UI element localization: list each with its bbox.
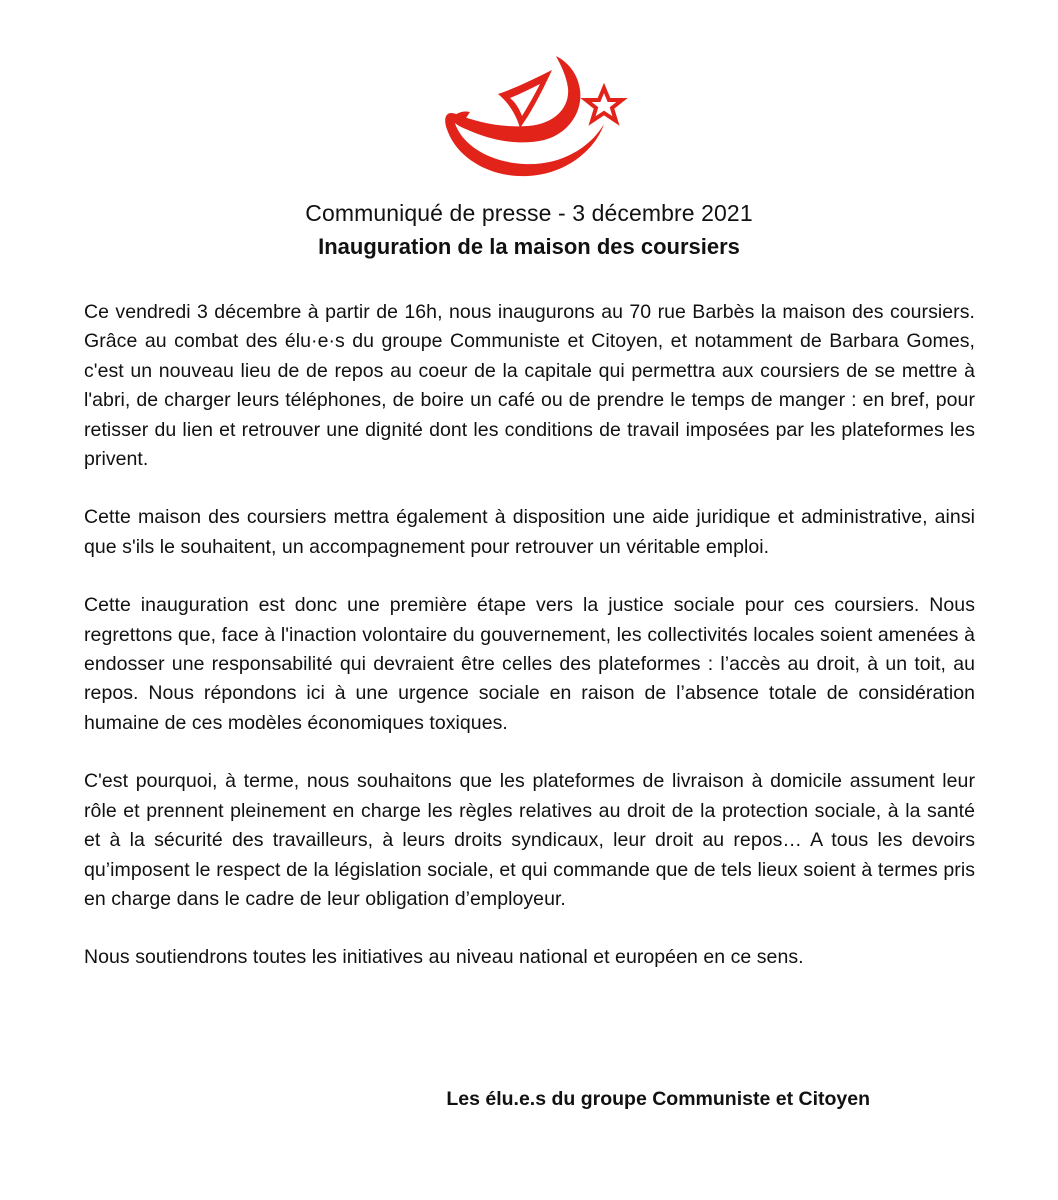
paragraph: Nous soutiendrons toutes les initiatives au niveau national et européen en ce sens. — [84, 946, 804, 969]
signature: Les élu.e.s du groupe Communiste et Citoyen — [446, 1088, 870, 1110]
paragraph: Cette inauguration est donc une première étape vers la justice sociale pour ces coursiers. Nous regrettons que, face à l'inaction volontaire du gouvernement, les collectivités locales soient amenées à endosser une responsabilité qui devraient être celles des plateformes : l’accès au droit, à un toit, au repos. Nous répondons ici à une urgence sociale en raison de l’absence totale de considération humaine de ces modèles économiques toxiques. — [84, 594, 975, 734]
paragraph: Cette maison des coursiers mettra également à disposition une aide juridique et administrative, ainsi que s'ils le souhaitent, un accompagnement pour retrouver un véritable emploi. — [84, 506, 975, 558]
header — [0, 196, 1058, 264]
page-title: Inauguration de la maison des coursiers — [318, 234, 740, 259]
dove-star-icon — [440, 48, 640, 198]
paragraph: C'est pourquoi, à terme, nous souhaitons que les plateformes de livraison à domicile assument leur rôle et prennent pleinement en charge les règles relatives au droit de la protection sociale, à la santé et à la sécurité des travailleurs, à leurs droits syndicaux, leur droit au repos… A tous les devoirs qu’imposent le respect de la législation sociale, et qui commande que de tels lieux soient à termes pris en charge dans le cadre de leur obligation d’employeur. — [84, 770, 975, 910]
press-release-date: Communiqué de presse - 3 décembre 2021 — [305, 200, 753, 226]
paragraph: Ce vendredi 3 décembre à partir de 16h, nous inaugurons au 70 rue Barbès la maison des coursiers. Grâce au combat des élu·e·s du groupe Communiste et Citoyen, et notamment de Barbara Gomes, c'est un nouveau lieu de de repos au coeur de la capitale qui permettra aux coursiers de se mettre à l'abri, de charger leurs téléphones, de boire un café ou de prendre le temps de manger : en bref, pour retisser du lien et retrouver une dignité dont les conditions de travail imposées par les plateformes les privent. — [84, 301, 975, 471]
press-release-body — [84, 298, 975, 1002]
